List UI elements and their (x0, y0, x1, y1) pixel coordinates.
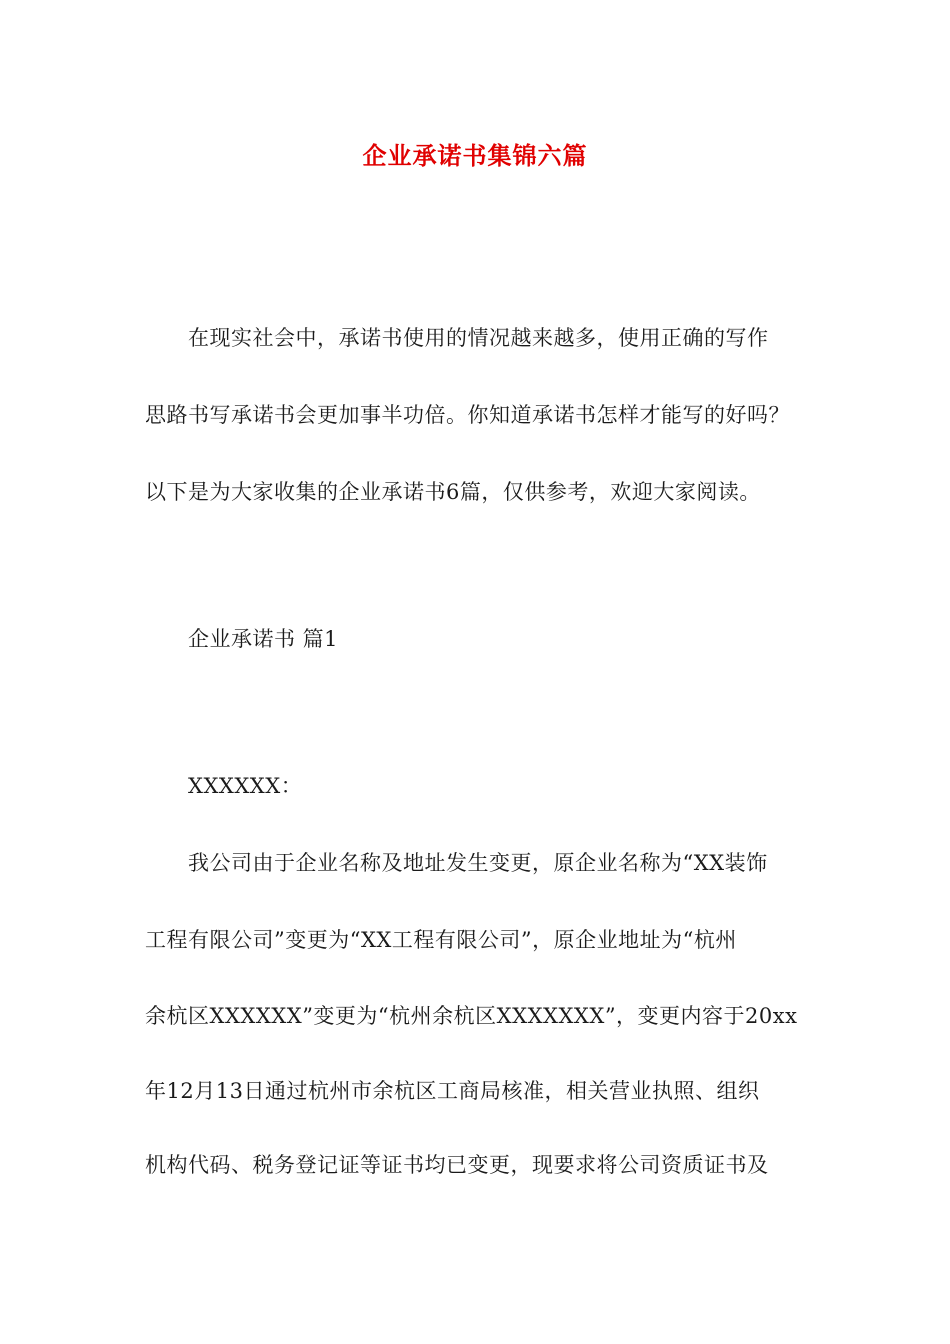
section-heading: 企业承诺书 篇1 (188, 627, 339, 651)
intro-line-2: 思路书写承诺书会更加事半功倍。你知道承诺书怎样才能写的好吗？ (145, 403, 790, 427)
body-line-3: 余杭区XXXXXX”变更为“杭州余杭区XXXXXXX”，变更内容于20xx (145, 1004, 798, 1028)
body-line-1: 我公司由于企业名称及地址发生变更，原企业名称为“XX装饰 (188, 851, 768, 875)
intro-line-3: 以下是为大家收集的企业承诺书6篇，仅供参考，欢迎大家阅读。 (145, 480, 761, 504)
intro-line-1: 在现实社会中，承诺书使用的情况越来越多，使用正确的写作 (188, 326, 769, 350)
salutation: XXXXXX： (188, 774, 303, 798)
document-title: 企业承诺书集锦六篇 (362, 141, 588, 170)
body-line-2: 工程有限公司”变更为“XX工程有限公司”，原企业地址为“杭州 (145, 928, 737, 952)
body-line-5: 机构代码、税务登记证等证书均已变更，现要求将公司资质证书及 (145, 1153, 769, 1177)
body-line-4: 年12月13日通过杭州市余杭区工商局核准，相关营业执照、组织 (145, 1079, 760, 1103)
